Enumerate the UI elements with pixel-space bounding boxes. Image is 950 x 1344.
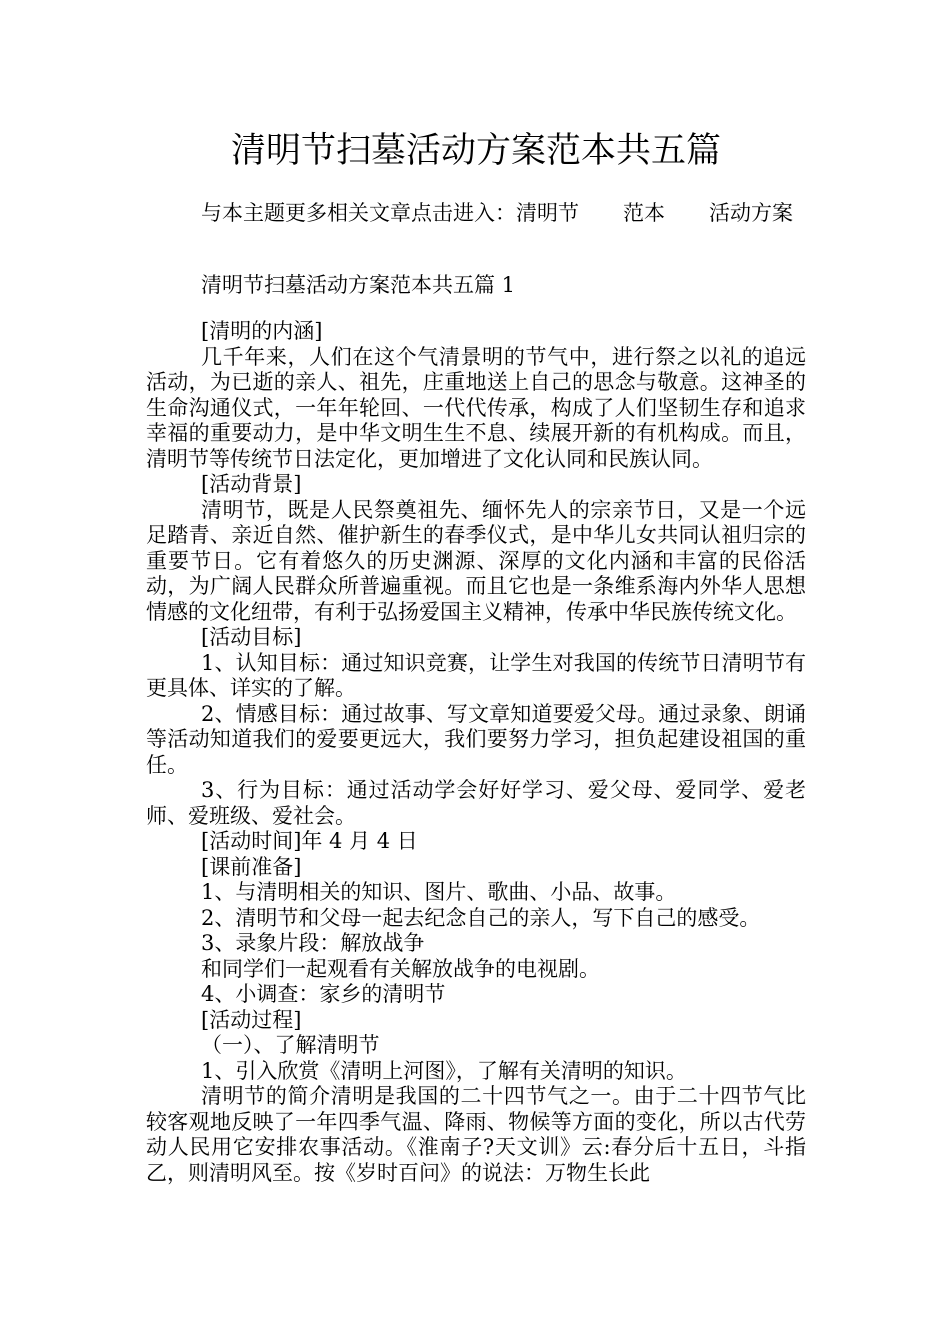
paragraph: （一）、了解清明节 <box>201 1033 380 1057</box>
paragraph: 3、行为目标：通过活动学会好好学习、爱父母、爱同学、爱老师、爱班级、爱社会。 <box>146 778 806 828</box>
related-articles <box>146 200 806 226</box>
related-link-activity-plan[interactable]: 活动方案 <box>709 201 793 225</box>
related-prefix: 与本主题更多相关文章点击进入： <box>201 201 516 225</box>
paragraph: [活动目标] <box>201 625 302 649</box>
paragraph: 清明节，既是人民祭奠祖先、缅怀先人的宗亲节日，又是一个远足踏青、亲近自然、催护新生的春季仪式，是中华儿女共同认祖归宗的重要节日。它有着悠久的历史渊源、深厚的文化内涵和丰富的民俗活动，为广阔人民群众所普遍重视。而且它也是一条维系海内外华人思想情感的文化纽带，有利于弘扬爱国主义精神，传承中华民族传统文化。 <box>146 497 806 624</box>
document-body <box>146 319 806 1186</box>
section-heading: 清明节扫墓活动方案范本共五篇 1 <box>201 273 516 297</box>
paragraph: 几千年来，人们在这个气清景明的节气中，进行祭之以礼的追远活动，为已逝的亲人、祖先，庄重地送上自己的思念与敬意。这神圣的生命沟通仪式，一年年轮回、一代代传承，构成了人们坚韧生存和追求幸福的重要动力，是中华文明生生不息、续展开新的有机构成。而且，清明节等传统节日法定化，更加增进了文化认同和民族认同。 <box>146 344 806 471</box>
paragraph: 3、录象片段：解放战争 <box>201 931 425 955</box>
paragraph: 1、引入欣赏《清明上河图》，了解有关清明的知识。 <box>201 1058 687 1083</box>
paragraph: 1、认知目标：通过知识竞赛，让学生对我国的传统节日清明节有更具体、详实的了解。 <box>146 650 806 700</box>
related-link-template[interactable]: 范本 <box>623 201 665 225</box>
paragraph: 2、情感目标：通过故事、写文章知道要爱父母。通过录象、朗诵等活动知道我们的爱要更远大，我们要努力学习，担负起建设祖国的重任。 <box>146 701 806 777</box>
paragraph: [活动时间]年 4 月 4 日 <box>201 829 418 853</box>
paragraph: 4、小调查：家乡的清明节 <box>201 982 446 1006</box>
related-link-qingming[interactable]: 清明节 <box>516 201 579 225</box>
document-title: 清明节扫墓活动方案范本共五篇 <box>230 131 721 171</box>
paragraph: 2、清明节和父母一起去纪念自己的亲人，写下自己的感受。 <box>201 905 761 930</box>
paragraph: [活动背景] <box>201 472 302 496</box>
paragraph: 1、与清明相关的知识、图片、歌曲、小品、故事。 <box>201 880 677 904</box>
paragraph: [清明的内涵] <box>201 319 323 343</box>
paragraph: 和同学们一起观看有关解放战争的电视剧。 <box>201 956 600 981</box>
paragraph: [活动过程] <box>201 1007 302 1032</box>
paragraph: [课前准备] <box>201 854 302 879</box>
paragraph: 清明节的简介清明是我国的二十四节气之一。由于二十四节气比较客观地反映了一年四季气温、降雨、物候等方面的变化，所以古代劳动人民用它安排农事活动。《淮南子?天文训》云:春分后十五日，斗指乙，则清明风至。按《岁时百问》的说法：万物生长此 <box>146 1084 806 1185</box>
